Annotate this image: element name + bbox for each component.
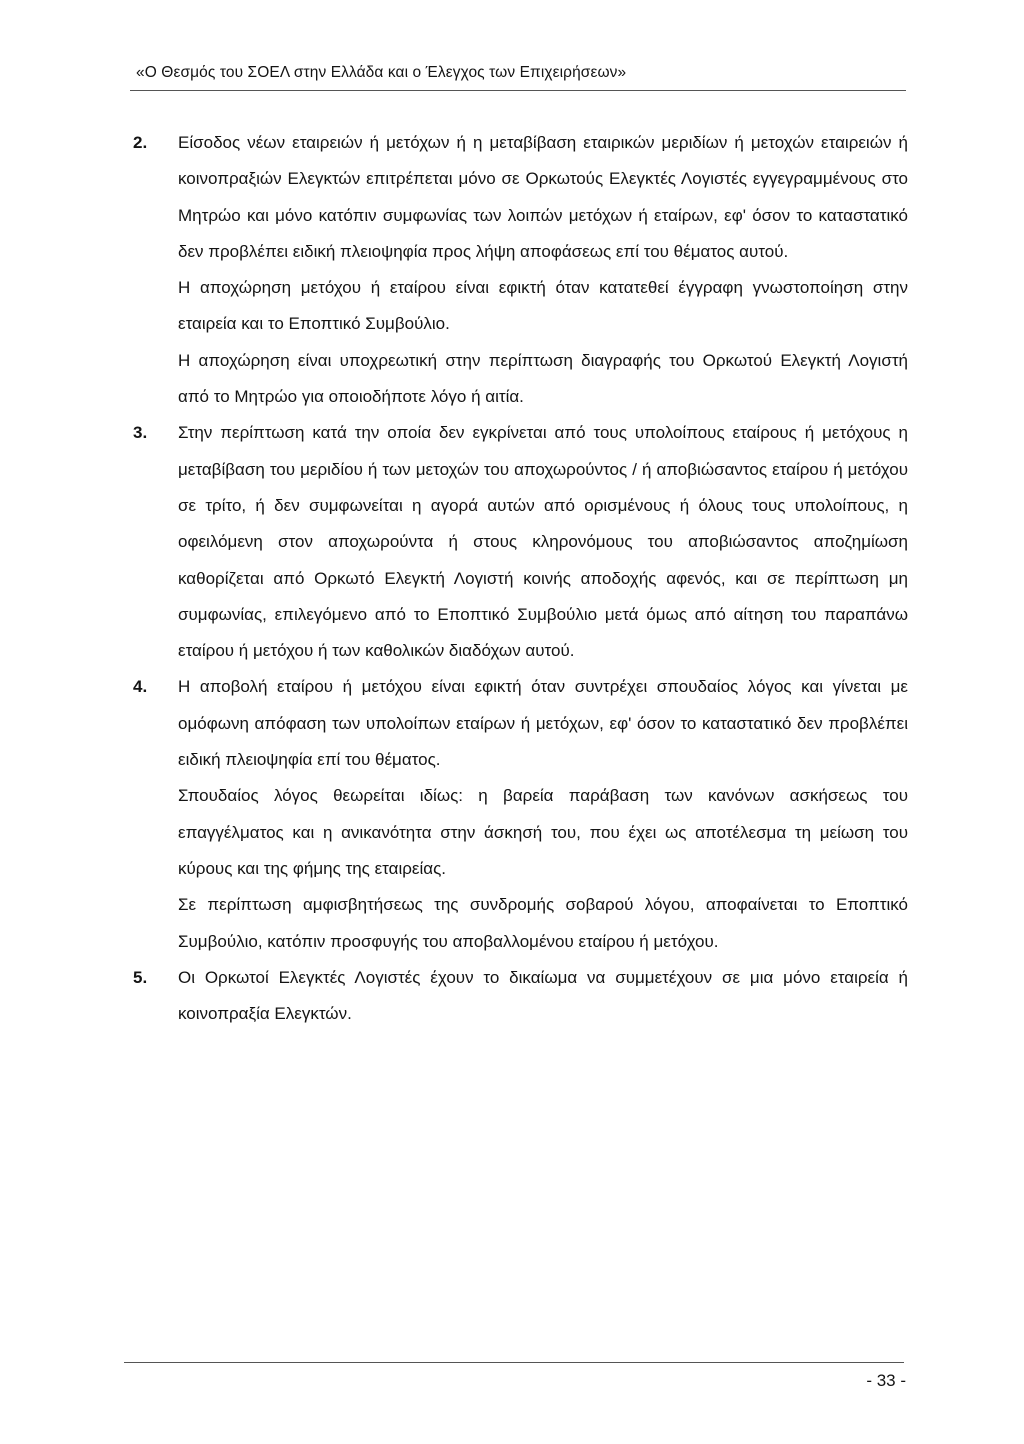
item-3 [130, 415, 908, 669]
paragraph: Στην περίπτωση κατά την οποία δεν εγκρίνεται από τους υπολοίπους εταίρους ή μετόχους η μεταβίβαση του μεριδίου ή των μετοχών του αποχωρούντος / ή αποβιώσαντος εταίρου ή μετόχου σε τρίτο, ή δεν συμφωνείται η αγορά αυτών από ορισμένους ή όλους τους υπολοίπους, η οφειλόμενη στον αποχωρούντα ή στους κληρονόμους του αποβιώσαντος αποζημίωση καθορίζεται από Ορκωτό Ελεγκτή Λογιστή κοινής αποδοχής αφενός, και σε περίπτωση μη συμφωνίας, επιλεγόμενο από το Εποπτικό Συμβούλιο μετά όμως από αίτηση του παραπάνω εταίρου ή μετόχου ή των καθολικών διαδόχων αυτού. [178, 423, 908, 661]
running-header: «Ο Θεσμός του ΣΟΕΛ στην Ελλάδα και ο Έλεγχος των Επιχειρήσεων» [136, 64, 627, 81]
item-number: 5. [133, 967, 148, 987]
item-4 [130, 669, 908, 959]
paragraph: Η αποβολή εταίρου ή μετόχου είναι εφικτή όταν συντρέχει σπουδαίος λόγος και γίνεται με ομόφωνη απόφαση των υπολοίπων εταίρων ή μετόχων, εφ' όσον το καταστατικό δεν προβλέπει ειδική πλειοψηφία επί του θέματος. [178, 677, 908, 770]
paragraph: Οι Ορκωτοί Ελεγκτές Λογιστές έχουν το δικαίωμα να συμμετέχουν σε μια μόνο εταιρεία ή κοινοπραξία Ελεγκτών. [178, 967, 908, 1024]
header-rule [130, 90, 906, 91]
paragraph: Η αποχώρηση μετόχου ή εταίρου είναι εφικτή όταν κατατεθεί έγγραφη γνωστοποίηση στην εταιρεία και το Εποπτικό Συμβούλιο. [178, 278, 908, 334]
page-number: - 33 - [866, 1371, 906, 1390]
item-2 [130, 125, 908, 415]
item-5 [130, 960, 908, 1033]
item-number: 2. [133, 133, 148, 152]
item-number: 3. [133, 423, 148, 443]
paragraph: Σε περίπτωση αμφισβητήσεως της συνδρομής σοβαρού λόγου, αποφαίνεται το Εποπτικό Συμβούλιο, κατόπιν προσφυγής του αποβαλλομένου εταίρου ή μετόχου. [178, 895, 908, 951]
paragraph: Η αποχώρηση είναι υποχρεωτική στην περίπτωση διαγραφής του Ορκωτού Ελεγκτή Λογιστή από το Μητρώο για οποιοδήποτε λόγο ή αιτία. [178, 350, 908, 407]
footer-rule [124, 1362, 904, 1363]
paragraph: Σπουδαίος λόγος θεωρείται ιδίως: η βαρεία παράβαση των κανόνων ασκήσεως του επαγγέλματος και η ανικανότητα στην άσκησή του, που έχει ως αποτέλεσμα τη μείωση του κύρους και της φήμης της εταιρείας. [178, 786, 908, 878]
document-body [130, 125, 908, 1032]
paragraph: Είσοδος νέων εταιρειών ή μετόχων ή η μεταβίβαση εταιρικών μεριδίων ή μετοχών εταιρειών ή κοινοπραξιών Ελεγκτών επιτρέπεται μόνο σε Ορκωτούς Ελεγκτές Λογιστές εγγεγραμμένους στο Μητρώο και μόνο κατόπιν συμφωνίας των λοιπών μετόχων ή εταίρων, εφ' όσον το καταστατικό δεν προβλέπει ειδική πλειοψηφία προς λήψη αποφάσεως επί του θέματος αυτού. [178, 133, 908, 261]
item-number: 4. [133, 677, 148, 697]
